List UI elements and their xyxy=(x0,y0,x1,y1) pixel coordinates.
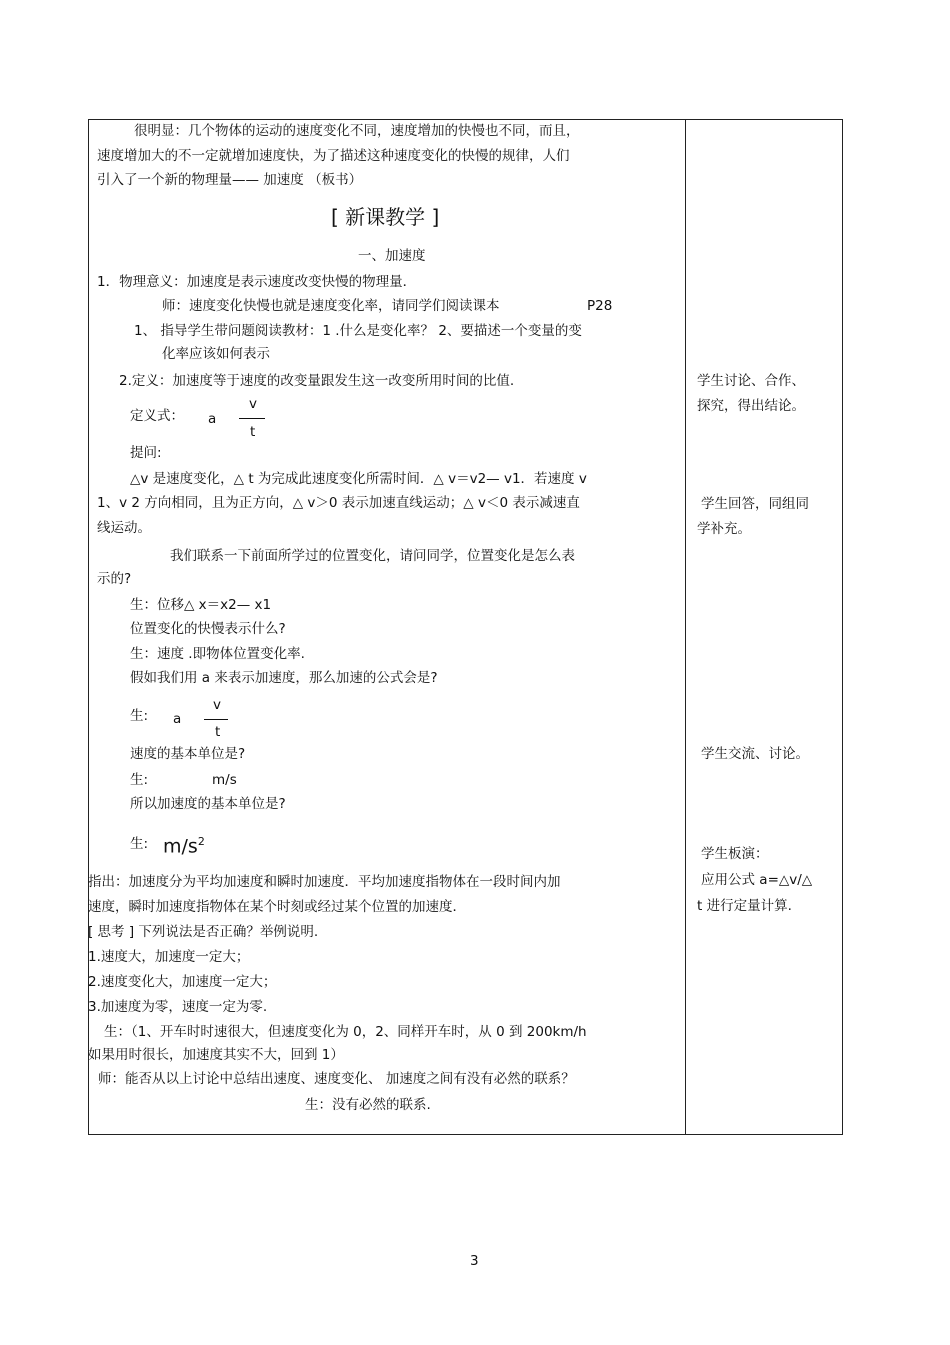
text-line: m/s xyxy=(212,772,237,788)
fraction-numerator: v xyxy=(249,396,257,412)
text-line: 生: xyxy=(130,772,149,788)
text-line: 所以加速度的基本单位是? xyxy=(130,796,286,812)
formula-var: a xyxy=(173,711,182,727)
text-line: 指出：加速度分为平均加速度和瞬时加速度．平均加速度指物体在一段时间内加 xyxy=(88,874,561,890)
text-line: 生：（1、开车时时速很大，但速度变化为 0，2、同样开车时，从 0 到 200km/h xyxy=(104,1024,587,1040)
text-line: 假如我们用 a 来表示加速度，那么加速的公式会是? xyxy=(130,670,438,686)
text-line: 位置变化的快慢表示什么? xyxy=(130,621,286,637)
side-note: t 进行定量计算. xyxy=(697,898,792,914)
list-item: 3.加速度为零，速度一定为零. xyxy=(88,999,268,1015)
fraction-denominator: t xyxy=(215,724,221,740)
text-line: 师：能否从以上讨论中总结出速度、速度变化、 加速度之间有没有必然的联系？ xyxy=(98,1071,575,1087)
text-line: 定义式： xyxy=(130,408,184,424)
text-line: 师：速度变化快慢也就是速度变化率，请同学们阅读课本 xyxy=(162,298,500,314)
text-line: 生：位移△ x＝x2— x1 xyxy=(130,597,272,613)
fraction-numerator: v xyxy=(213,697,221,713)
text-line: 1．物理意义：加速度是表示速度改变快慢的物理量． xyxy=(97,274,417,290)
side-note: 学生板演： xyxy=(701,846,769,862)
unit-exponent: 2 xyxy=(197,835,205,848)
subsection-title: 一、加速度 xyxy=(358,248,426,264)
list-item: 1.速度大，加速度一定大； xyxy=(88,949,250,965)
list-item: 2.速度变化大，加速度一定大； xyxy=(88,974,277,990)
text-line: 速度的基本单位是? xyxy=(130,746,246,762)
text-line: 2.定义：加速度等于速度的改变量跟发生这一改变所用时间的比值. xyxy=(119,373,515,389)
text-line: 生: xyxy=(130,708,149,724)
paragraph-line: 速度增加大的不一定就增加速度快，为了描述这种速度变化的快慢的规律，人们 xyxy=(97,148,570,164)
text-line: 示的? xyxy=(97,571,132,587)
fraction-bar xyxy=(204,719,228,720)
page-number: 3 xyxy=(470,1253,479,1269)
formula-var: a xyxy=(208,411,217,427)
text-line: 1、 指导学生带问题阅读教材：1 .什么是变化率？ 2、要描述一个变量的变 xyxy=(134,323,582,339)
text-line: 速度，瞬时加速度指物体在某个时刻或经过某个位置的加速度． xyxy=(88,899,466,915)
fraction xyxy=(204,697,228,743)
column-divider xyxy=(685,119,686,1135)
side-note: 学生讨论、合作、 xyxy=(697,373,805,389)
paragraph-line: 引入了一个新的物理量—— 加速度 （板书） xyxy=(97,172,363,188)
text-line: 1、v 2 方向相同，且为正方向，△ v＞0 表示加速直线运动；△ v＜0 表示减速直 xyxy=(97,495,580,511)
text-line: 线运动。 xyxy=(97,520,151,536)
text-line: 化率应该如何表示 xyxy=(162,346,270,362)
text-line: [ 思考 ] 下列说法是否正确？举例说明. xyxy=(88,924,319,940)
side-note: 学补充。 xyxy=(697,521,751,537)
text-line: 提问: xyxy=(130,445,162,461)
unit-label xyxy=(163,831,205,857)
paragraph-line: 很明显：几个物体的运动的速度变化不同，速度增加的快慢也不同，而且， xyxy=(134,123,580,139)
unit-base: m/s xyxy=(163,835,198,858)
fraction-bar xyxy=(239,418,265,419)
side-note: 应用公式 a=△v/△ xyxy=(701,872,813,888)
side-note: 探究，得出结论。 xyxy=(697,398,805,414)
fraction xyxy=(239,396,265,442)
text-line: P28 xyxy=(587,298,613,314)
text-line: △v 是速度变化，△ t 为完成此速度变化所需时间．△ v＝v2— v1．若速度 v xyxy=(130,471,587,487)
side-note: 学生交流、讨论。 xyxy=(701,746,809,762)
text-line: 如果用时很长，加速度其实不大，回到 1） xyxy=(88,1047,344,1063)
fraction-denominator: t xyxy=(250,424,256,440)
text-line: 生：速度 .即物体位置变化率. xyxy=(130,646,305,662)
side-note: 学生回答，同组同 xyxy=(701,496,809,512)
text-line: 生: xyxy=(130,836,149,852)
text-line: 我们联系一下前面所学过的位置变化，请问同学，位置变化是怎么表 xyxy=(170,548,575,564)
text-line: 生：没有必然的联系. xyxy=(305,1097,431,1113)
section-title: [ 新课教学 ] xyxy=(331,205,440,229)
